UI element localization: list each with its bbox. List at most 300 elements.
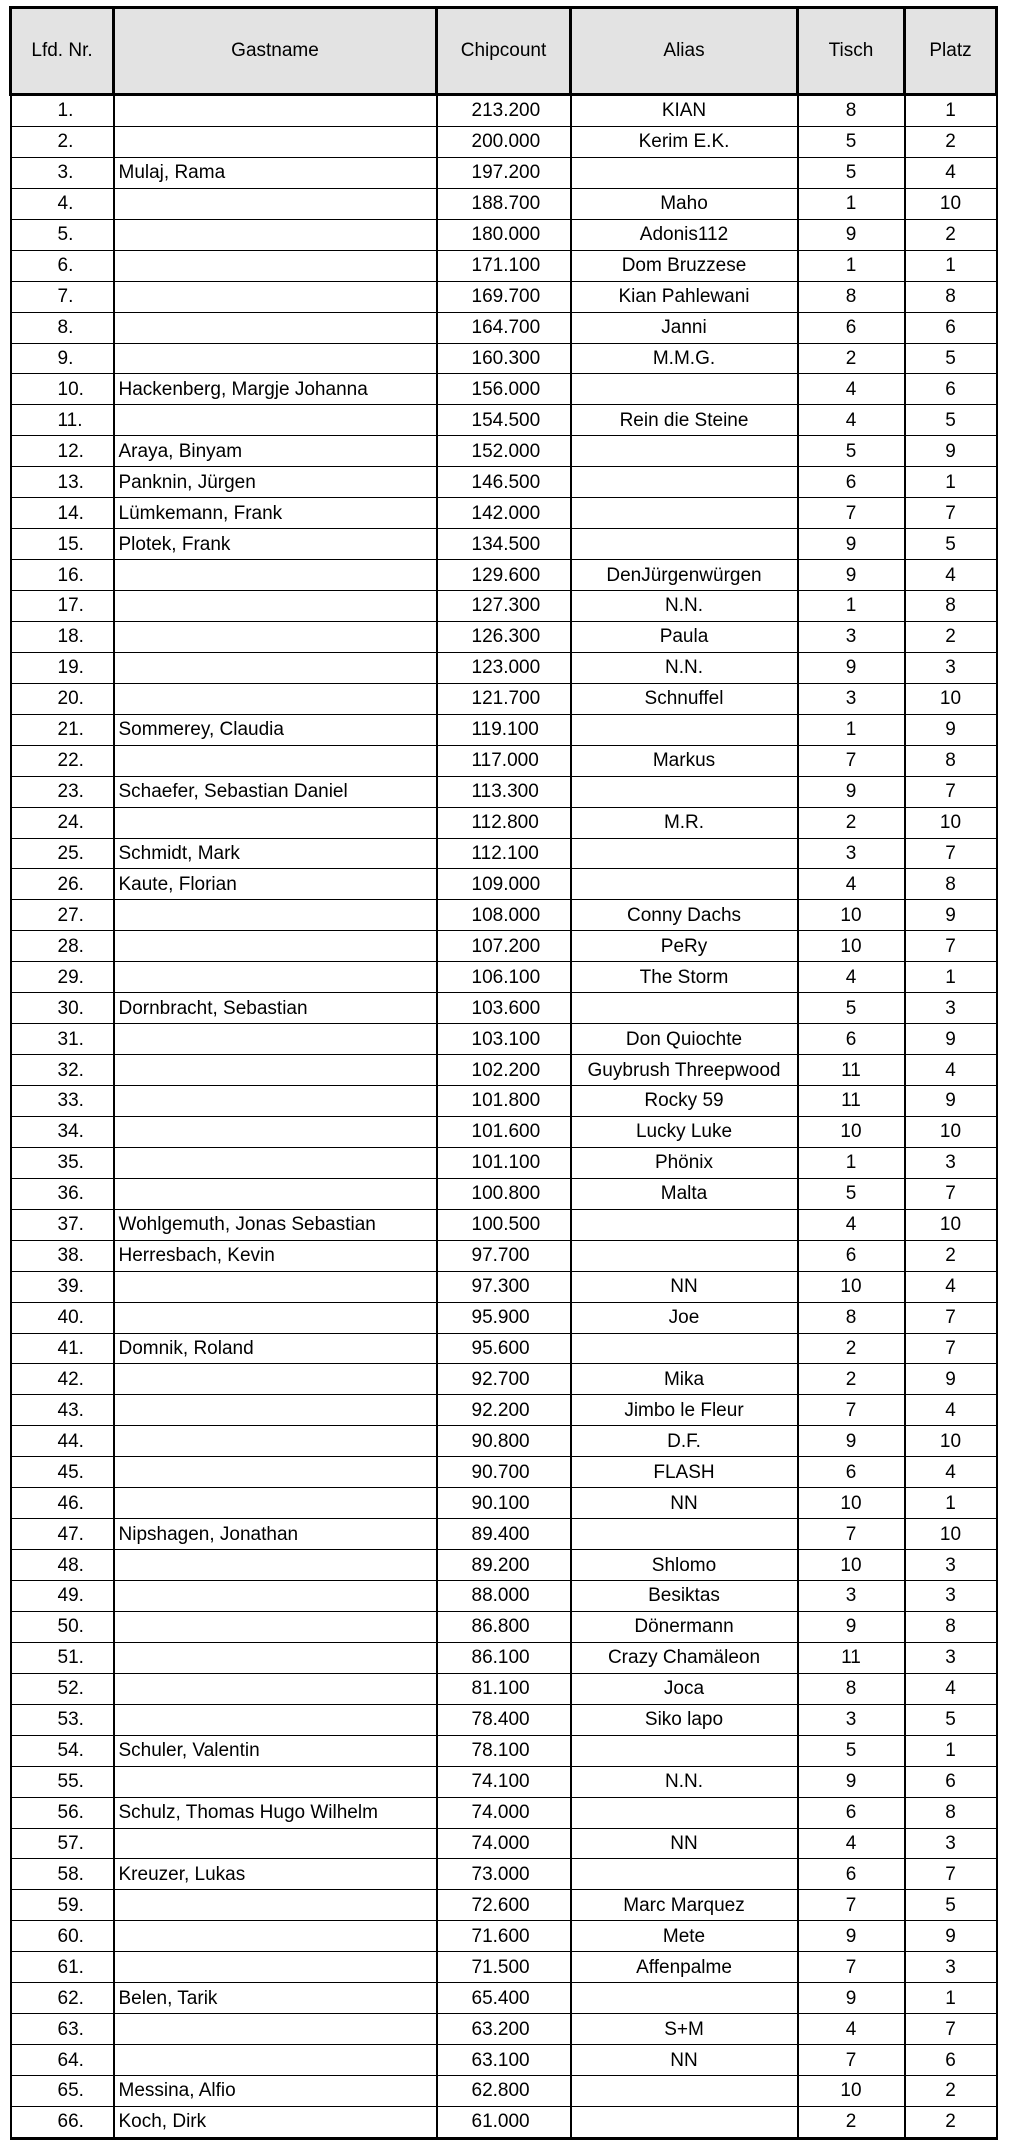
cell-platz: 9 — [905, 714, 997, 745]
cell-lfd-nr: 42. — [11, 1364, 114, 1395]
table-row — [11, 95, 997, 127]
cell-gastname: Belen, Tarik — [114, 1983, 437, 2014]
cell-chipcount: 95.900 — [437, 1302, 571, 1333]
cell-alias — [571, 1735, 798, 1766]
cell-tisch: 4 — [798, 962, 905, 993]
cell-lfd-nr: 38. — [11, 1240, 114, 1271]
cell-chipcount: 169.700 — [437, 281, 571, 312]
cell-gastname — [114, 1271, 437, 1302]
cell-tisch: 4 — [798, 1828, 905, 1859]
cell-platz: 9 — [905, 1921, 997, 1952]
cell-gastname — [114, 807, 437, 838]
cell-gastname: Nipshagen, Jonathan — [114, 1519, 437, 1550]
cell-lfd-nr: 4. — [11, 188, 114, 219]
chipcount-sheet — [9, 6, 995, 2140]
cell-lfd-nr: 18. — [11, 621, 114, 652]
cell-alias — [571, 1859, 798, 1890]
cell-gastname: Schulz, Thomas Hugo Wilhelm — [114, 1797, 437, 1828]
cell-lfd-nr: 57. — [11, 1828, 114, 1859]
cell-lfd-nr: 14. — [11, 498, 114, 529]
cell-chipcount: 101.100 — [437, 1147, 571, 1178]
cell-gastname — [114, 405, 437, 436]
cell-chipcount: 71.500 — [437, 1952, 571, 1983]
cell-tisch: 6 — [798, 1240, 905, 1271]
table-row — [11, 776, 997, 807]
cell-lfd-nr: 66. — [11, 2106, 114, 2138]
cell-alias: Jimbo le Fleur — [571, 1395, 798, 1426]
cell-tisch: 11 — [798, 1086, 905, 1117]
cell-platz: 5 — [905, 343, 997, 374]
cell-lfd-nr: 25. — [11, 838, 114, 869]
cell-tisch: 10 — [798, 1271, 905, 1302]
cell-gastname — [114, 1581, 437, 1612]
cell-alias: M.R. — [571, 807, 798, 838]
cell-tisch: 11 — [798, 1642, 905, 1673]
cell-gastname: Messina, Alfio — [114, 2076, 437, 2107]
header-row — [11, 8, 997, 95]
cell-platz: 7 — [905, 2014, 997, 2045]
cell-chipcount: 127.300 — [437, 591, 571, 622]
cell-alias — [571, 838, 798, 869]
cell-chipcount: 123.000 — [437, 652, 571, 683]
cell-alias: The Storm — [571, 962, 798, 993]
cell-platz: 3 — [905, 1642, 997, 1673]
cell-tisch: 10 — [798, 2076, 905, 2107]
cell-alias: Rocky 59 — [571, 1086, 798, 1117]
cell-lfd-nr: 44. — [11, 1426, 114, 1457]
cell-lfd-nr: 3. — [11, 157, 114, 188]
cell-platz: 1 — [905, 1735, 997, 1766]
cell-lfd-nr: 21. — [11, 714, 114, 745]
cell-tisch: 3 — [798, 683, 905, 714]
cell-lfd-nr: 61. — [11, 1952, 114, 1983]
cell-tisch: 5 — [798, 1178, 905, 1209]
cell-alias: Phönix — [571, 1147, 798, 1178]
cell-alias — [571, 1333, 798, 1364]
cell-gastname: Panknin, Jürgen — [114, 467, 437, 498]
cell-platz: 3 — [905, 1828, 997, 1859]
cell-platz: 2 — [905, 1240, 997, 1271]
cell-lfd-nr: 64. — [11, 2045, 114, 2076]
cell-platz: 8 — [905, 281, 997, 312]
cell-lfd-nr: 56. — [11, 1797, 114, 1828]
cell-lfd-nr: 15. — [11, 529, 114, 560]
table-row — [11, 1086, 997, 1117]
table-row — [11, 312, 997, 343]
table-row — [11, 1488, 997, 1519]
cell-tisch: 6 — [798, 1024, 905, 1055]
cell-platz: 5 — [905, 1704, 997, 1735]
cell-chipcount: 121.700 — [437, 683, 571, 714]
cell-lfd-nr: 59. — [11, 1890, 114, 1921]
cell-chipcount: 90.700 — [437, 1457, 571, 1488]
cell-tisch: 9 — [798, 776, 905, 807]
cell-platz: 6 — [905, 374, 997, 405]
table-row — [11, 869, 997, 900]
cell-tisch: 1 — [798, 591, 905, 622]
cell-alias: Crazy Chamäleon — [571, 1642, 798, 1673]
cell-platz: 1 — [905, 467, 997, 498]
cell-lfd-nr: 60. — [11, 1921, 114, 1952]
cell-alias: N.N. — [571, 591, 798, 622]
cell-alias — [571, 993, 798, 1024]
cell-platz: 7 — [905, 1302, 997, 1333]
cell-platz: 10 — [905, 188, 997, 219]
cell-tisch: 9 — [798, 560, 905, 591]
cell-platz: 10 — [905, 1209, 997, 1240]
cell-tisch: 2 — [798, 2106, 905, 2138]
cell-lfd-nr: 1. — [11, 95, 114, 127]
table-row — [11, 1642, 997, 1673]
table-row — [11, 1209, 997, 1240]
cell-lfd-nr: 12. — [11, 436, 114, 467]
cell-alias: Shlomo — [571, 1550, 798, 1581]
cell-alias: Dom Bruzzese — [571, 250, 798, 281]
table-row — [11, 1395, 997, 1426]
cell-tisch: 7 — [798, 498, 905, 529]
cell-gastname — [114, 188, 437, 219]
cell-chipcount: 101.600 — [437, 1116, 571, 1147]
cell-tisch: 9 — [798, 1426, 905, 1457]
cell-lfd-nr: 20. — [11, 683, 114, 714]
cell-chipcount: 74.000 — [437, 1797, 571, 1828]
header-platz: Platz — [905, 8, 997, 95]
cell-chipcount: 126.300 — [437, 621, 571, 652]
cell-tisch: 10 — [798, 931, 905, 962]
table-row — [11, 1519, 997, 1550]
cell-alias: NN — [571, 2045, 798, 2076]
cell-platz: 1 — [905, 1983, 997, 2014]
cell-gastname — [114, 1550, 437, 1581]
cell-alias: Mika — [571, 1364, 798, 1395]
table-row — [11, 1457, 997, 1488]
cell-chipcount: 97.300 — [437, 1271, 571, 1302]
cell-gastname — [114, 219, 437, 250]
cell-alias — [571, 1240, 798, 1271]
header-tisch: Tisch — [798, 8, 905, 95]
cell-platz: 3 — [905, 652, 997, 683]
cell-gastname — [114, 1395, 437, 1426]
cell-tisch: 8 — [798, 281, 905, 312]
cell-alias: Guybrush Threepwood — [571, 1055, 798, 1086]
cell-gastname — [114, 1952, 437, 1983]
table-row — [11, 560, 997, 591]
table-row — [11, 281, 997, 312]
cell-alias: Marc Marquez — [571, 1890, 798, 1921]
cell-chipcount: 109.000 — [437, 869, 571, 900]
cell-tisch: 4 — [798, 1209, 905, 1240]
cell-lfd-nr: 22. — [11, 745, 114, 776]
cell-gastname — [114, 652, 437, 683]
cell-alias: N.N. — [571, 1766, 798, 1797]
cell-alias: Kian Pahlewani — [571, 281, 798, 312]
table-row — [11, 993, 997, 1024]
cell-gastname — [114, 312, 437, 343]
cell-platz: 4 — [905, 1271, 997, 1302]
cell-tisch: 7 — [798, 1890, 905, 1921]
cell-lfd-nr: 40. — [11, 1302, 114, 1333]
cell-platz: 7 — [905, 776, 997, 807]
table-row — [11, 1333, 997, 1364]
cell-lfd-nr: 51. — [11, 1642, 114, 1673]
table-row — [11, 1147, 997, 1178]
table-row — [11, 467, 997, 498]
cell-lfd-nr: 19. — [11, 652, 114, 683]
cell-gastname: Plotek, Frank — [114, 529, 437, 560]
table-row — [11, 1952, 997, 1983]
cell-platz: 4 — [905, 1457, 997, 1488]
cell-tisch: 6 — [798, 1457, 905, 1488]
cell-platz: 7 — [905, 1178, 997, 1209]
cell-alias — [571, 714, 798, 745]
table-row — [11, 1673, 997, 1704]
cell-tisch: 8 — [798, 1673, 905, 1704]
cell-alias: Schnuffel — [571, 683, 798, 714]
cell-chipcount: 117.000 — [437, 745, 571, 776]
cell-alias — [571, 157, 798, 188]
cell-gastname — [114, 1890, 437, 1921]
cell-tisch: 9 — [798, 1921, 905, 1952]
cell-gastname: Schuler, Valentin — [114, 1735, 437, 1766]
cell-alias — [571, 2076, 798, 2107]
cell-platz: 1 — [905, 1488, 997, 1519]
table-row — [11, 2076, 997, 2107]
cell-alias: NN — [571, 1488, 798, 1519]
table-row — [11, 1921, 997, 1952]
cell-gastname — [114, 1704, 437, 1735]
cell-chipcount: 86.100 — [437, 1642, 571, 1673]
cell-gastname — [114, 962, 437, 993]
cell-chipcount: 72.600 — [437, 1890, 571, 1921]
cell-tisch: 6 — [798, 1797, 905, 1828]
cell-platz: 10 — [905, 1519, 997, 1550]
cell-alias: NN — [571, 1271, 798, 1302]
cell-platz: 4 — [905, 1055, 997, 1086]
cell-alias — [571, 374, 798, 405]
cell-lfd-nr: 26. — [11, 869, 114, 900]
cell-gastname: Dornbracht, Sebastian — [114, 993, 437, 1024]
cell-lfd-nr: 5. — [11, 219, 114, 250]
table-row — [11, 1271, 997, 1302]
cell-gastname — [114, 1364, 437, 1395]
cell-lfd-nr: 43. — [11, 1395, 114, 1426]
cell-gastname: Herresbach, Kevin — [114, 1240, 437, 1271]
cell-lfd-nr: 62. — [11, 1983, 114, 2014]
table-row — [11, 1704, 997, 1735]
cell-gastname: Mulaj, Rama — [114, 157, 437, 188]
cell-alias: Janni — [571, 312, 798, 343]
cell-lfd-nr: 45. — [11, 1457, 114, 1488]
table-row — [11, 1302, 997, 1333]
cell-platz: 10 — [905, 683, 997, 714]
cell-chipcount: 73.000 — [437, 1859, 571, 1890]
cell-platz: 7 — [905, 838, 997, 869]
cell-tisch: 9 — [798, 529, 905, 560]
cell-tisch: 9 — [798, 1766, 905, 1797]
cell-gastname — [114, 1055, 437, 1086]
cell-gastname — [114, 1426, 437, 1457]
cell-tisch: 6 — [798, 467, 905, 498]
cell-lfd-nr: 6. — [11, 250, 114, 281]
cell-platz: 9 — [905, 1024, 997, 1055]
cell-platz: 4 — [905, 1395, 997, 1426]
cell-gastname: Koch, Dirk — [114, 2106, 437, 2138]
cell-alias: Rein die Steine — [571, 405, 798, 436]
table-row — [11, 1116, 997, 1147]
cell-alias: N.N. — [571, 652, 798, 683]
cell-gastname: Schaefer, Sebastian Daniel — [114, 776, 437, 807]
cell-chipcount: 90.100 — [437, 1488, 571, 1519]
cell-platz: 5 — [905, 1890, 997, 1921]
cell-chipcount: 101.800 — [437, 1086, 571, 1117]
table-row — [11, 1364, 997, 1395]
cell-lfd-nr: 17. — [11, 591, 114, 622]
cell-lfd-nr: 2. — [11, 126, 114, 157]
cell-lfd-nr: 9. — [11, 343, 114, 374]
cell-tisch: 5 — [798, 126, 905, 157]
cell-gastname — [114, 591, 437, 622]
table-row — [11, 838, 997, 869]
cell-gastname — [114, 1673, 437, 1704]
cell-gastname — [114, 1024, 437, 1055]
cell-tisch: 6 — [798, 312, 905, 343]
cell-chipcount: 113.300 — [437, 776, 571, 807]
cell-chipcount: 100.800 — [437, 1178, 571, 1209]
cell-platz: 10 — [905, 1426, 997, 1457]
cell-chipcount: 129.600 — [437, 560, 571, 591]
cell-tisch: 1 — [798, 250, 905, 281]
cell-chipcount: 92.700 — [437, 1364, 571, 1395]
table-row — [11, 683, 997, 714]
cell-tisch: 6 — [798, 1859, 905, 1890]
cell-chipcount: 213.200 — [437, 95, 571, 127]
cell-gastname: Araya, Binyam — [114, 436, 437, 467]
cell-chipcount: 92.200 — [437, 1395, 571, 1426]
cell-alias: D.F. — [571, 1426, 798, 1457]
cell-lfd-nr: 34. — [11, 1116, 114, 1147]
cell-chipcount: 89.400 — [437, 1519, 571, 1550]
cell-platz: 3 — [905, 1952, 997, 1983]
cell-platz: 2 — [905, 2106, 997, 2138]
cell-tisch: 1 — [798, 714, 905, 745]
cell-lfd-nr: 49. — [11, 1581, 114, 1612]
cell-alias: Joca — [571, 1673, 798, 1704]
cell-lfd-nr: 37. — [11, 1209, 114, 1240]
cell-alias — [571, 467, 798, 498]
cell-alias: S+M — [571, 2014, 798, 2045]
cell-gastname: Domnik, Roland — [114, 1333, 437, 1364]
cell-lfd-nr: 63. — [11, 2014, 114, 2045]
cell-chipcount: 103.600 — [437, 993, 571, 1024]
cell-lfd-nr: 35. — [11, 1147, 114, 1178]
table-row — [11, 2106, 997, 2138]
cell-tisch: 10 — [798, 1116, 905, 1147]
cell-gastname — [114, 560, 437, 591]
header-chipcount: Chipcount — [437, 8, 571, 95]
cell-alias — [571, 1519, 798, 1550]
cell-lfd-nr: 16. — [11, 560, 114, 591]
cell-alias — [571, 498, 798, 529]
cell-platz: 5 — [905, 405, 997, 436]
cell-alias: Malta — [571, 1178, 798, 1209]
cell-gastname — [114, 95, 437, 127]
cell-alias: KIAN — [571, 95, 798, 127]
cell-gastname — [114, 1178, 437, 1209]
cell-platz: 9 — [905, 900, 997, 931]
cell-gastname: Lümkemann, Frank — [114, 498, 437, 529]
table-row — [11, 1426, 997, 1457]
cell-lfd-nr: 29. — [11, 962, 114, 993]
cell-tisch: 5 — [798, 1735, 905, 1766]
cell-alias — [571, 1209, 798, 1240]
cell-tisch: 5 — [798, 157, 905, 188]
cell-chipcount: 197.200 — [437, 157, 571, 188]
cell-tisch: 10 — [798, 1488, 905, 1519]
cell-alias: Markus — [571, 745, 798, 776]
cell-alias — [571, 869, 798, 900]
cell-alias — [571, 1797, 798, 1828]
cell-alias: Affenpalme — [571, 1952, 798, 1983]
cell-tisch: 1 — [798, 1147, 905, 1178]
cell-tisch: 7 — [798, 1395, 905, 1426]
cell-chipcount: 152.000 — [437, 436, 571, 467]
cell-platz: 3 — [905, 993, 997, 1024]
table-row — [11, 931, 997, 962]
cell-gastname — [114, 1302, 437, 1333]
cell-chipcount: 188.700 — [437, 188, 571, 219]
cell-tisch: 9 — [798, 1983, 905, 2014]
cell-alias: M.M.G. — [571, 343, 798, 374]
cell-chipcount: 106.100 — [437, 962, 571, 993]
cell-tisch: 2 — [798, 1364, 905, 1395]
cell-gastname: Hackenberg, Margje Johanna — [114, 374, 437, 405]
cell-tisch: 7 — [798, 745, 905, 776]
table-row — [11, 219, 997, 250]
cell-gastname: Kreuzer, Lukas — [114, 1859, 437, 1890]
cell-alias: Siko lapo — [571, 1704, 798, 1735]
header-lfd-nr: Lfd. Nr. — [11, 8, 114, 95]
cell-alias: Joe — [571, 1302, 798, 1333]
cell-chipcount: 63.200 — [437, 2014, 571, 2045]
cell-chipcount: 86.800 — [437, 1611, 571, 1642]
cell-chipcount: 74.000 — [437, 1828, 571, 1859]
table-row — [11, 1797, 997, 1828]
table-row — [11, 1581, 997, 1612]
cell-lfd-nr: 65. — [11, 2076, 114, 2107]
cell-chipcount: 142.000 — [437, 498, 571, 529]
table-row — [11, 1828, 997, 1859]
cell-lfd-nr: 41. — [11, 1333, 114, 1364]
cell-platz: 1 — [905, 95, 997, 127]
cell-chipcount: 100.500 — [437, 1209, 571, 1240]
cell-platz: 3 — [905, 1581, 997, 1612]
cell-chipcount: 63.100 — [437, 2045, 571, 2076]
cell-chipcount: 112.100 — [437, 838, 571, 869]
cell-gastname — [114, 1116, 437, 1147]
table-row — [11, 962, 997, 993]
table-row — [11, 621, 997, 652]
cell-lfd-nr: 28. — [11, 931, 114, 962]
cell-alias: Don Quiochte — [571, 1024, 798, 1055]
cell-chipcount: 78.100 — [437, 1735, 571, 1766]
table-row — [11, 900, 997, 931]
header-gastname: Gastname — [114, 8, 437, 95]
cell-chipcount: 171.100 — [437, 250, 571, 281]
cell-platz: 9 — [905, 1364, 997, 1395]
cell-lfd-nr: 31. — [11, 1024, 114, 1055]
cell-tisch: 9 — [798, 652, 905, 683]
cell-platz: 8 — [905, 1611, 997, 1642]
